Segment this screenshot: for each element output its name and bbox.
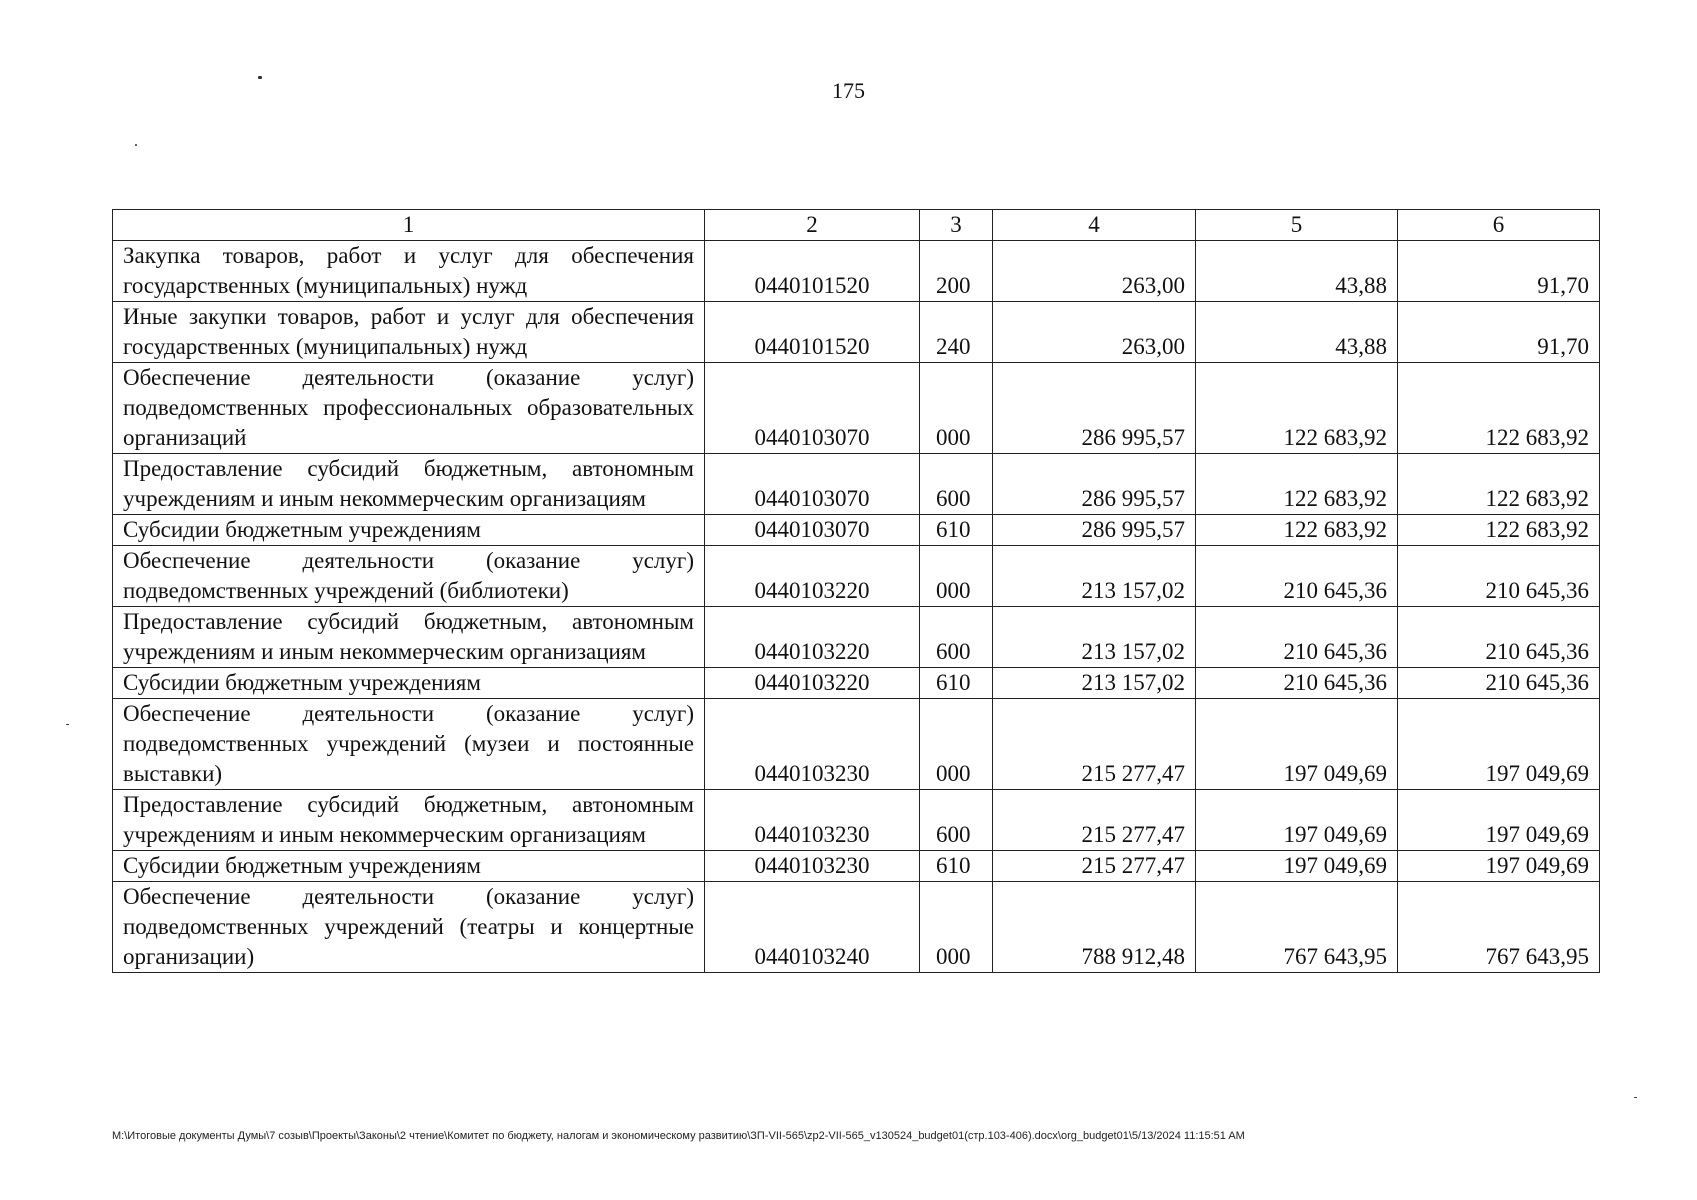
amount-col4-cell: 213 157,02 — [993, 607, 1196, 668]
file-path-footer: M:\Итоговые документы Думы\7 созыв\Проекты\Законы\2 чтение\Комитет по бюджету, налогам и экономическому развитию\ЗП-VII-565\zp2-VII-565_v130524_budget01(стр.103-406).docx\org_budget01\5/13/2024 11:15:51 AM — [112, 1130, 1245, 1142]
item-name-cell: Субсидии бюджетным учреждениям — [113, 851, 705, 882]
table-row — [113, 454, 1600, 515]
table-header-row — [113, 210, 1600, 241]
table-row — [113, 790, 1600, 851]
table-row — [113, 546, 1600, 607]
table-row — [113, 882, 1600, 973]
item-name-cell: Субсидии бюджетным учреждениям — [113, 515, 705, 546]
amount-col5-cell: 197 049,69 — [1196, 790, 1398, 851]
header-cell: 1 — [113, 210, 705, 241]
expense-type-cell: 000 — [920, 882, 993, 973]
page-number: 175 — [832, 78, 865, 103]
target-code-cell: 0440103070 — [705, 515, 920, 546]
amount-col6-cell: 91,70 — [1398, 302, 1600, 363]
item-name-cell: Обеспечение деятельности (оказание услуг) подведомственных учреждений (библиотеки) — [113, 546, 705, 607]
amount-col4-cell: 215 277,47 — [993, 790, 1196, 851]
expense-type-cell: 240 — [920, 302, 993, 363]
amount-col5-cell: 210 645,36 — [1196, 668, 1398, 699]
amount-col6-cell: 197 049,69 — [1398, 851, 1600, 882]
scan-speck — [1634, 1097, 1637, 1098]
target-code-cell: 0440101520 — [705, 241, 920, 302]
header-cell: 5 — [1196, 210, 1398, 241]
amount-col6-cell: 197 049,69 — [1398, 790, 1600, 851]
expense-type-cell: 000 — [920, 363, 993, 454]
amount-col4-cell: 215 277,47 — [993, 699, 1196, 790]
target-code-cell: 0440103240 — [705, 882, 920, 973]
amount-col5-cell: 43,88 — [1196, 241, 1398, 302]
table-row — [113, 302, 1600, 363]
amount-col5-cell: 122 683,92 — [1196, 515, 1398, 546]
table-row — [113, 363, 1600, 454]
expense-type-cell: 600 — [920, 607, 993, 668]
table-row — [113, 241, 1600, 302]
target-code-cell: 0440103220 — [705, 668, 920, 699]
scan-speck — [258, 76, 262, 79]
item-name-cell: Предоставление субсидий бюджетным, автономным учреждениям и иным некоммерческим организациям — [113, 454, 705, 515]
amount-col6-cell: 122 683,92 — [1398, 363, 1600, 454]
amount-col5-cell: 197 049,69 — [1196, 851, 1398, 882]
amount-col4-cell: 286 995,57 — [993, 515, 1196, 546]
amount-col5-cell: 122 683,92 — [1196, 363, 1398, 454]
target-code-cell: 0440103220 — [705, 546, 920, 607]
item-name-cell: Субсидии бюджетным учреждениям — [113, 668, 705, 699]
table-row — [113, 851, 1600, 882]
budget-table — [112, 209, 1600, 973]
expense-type-cell: 600 — [920, 790, 993, 851]
item-name-cell: Иные закупки товаров, работ и услуг для обеспечения государственных (муниципальных) нужд — [113, 302, 705, 363]
target-code-cell: 0440103220 — [705, 607, 920, 668]
expense-type-cell: 000 — [920, 699, 993, 790]
item-name-cell: Закупка товаров, работ и услуг для обеспечения государственных (муниципальных) нужд — [113, 241, 705, 302]
expense-type-cell: 610 — [920, 515, 993, 546]
item-name-cell: Обеспечение деятельности (оказание услуг) подведомственных учреждений (театры и концертные организации) — [113, 882, 705, 973]
amount-col5-cell: 43,88 — [1196, 302, 1398, 363]
target-code-cell: 0440103230 — [705, 851, 920, 882]
amount-col5-cell: 122 683,92 — [1196, 454, 1398, 515]
amount-col4-cell: 788 912,48 — [993, 882, 1196, 973]
amount-col6-cell: 91,70 — [1398, 241, 1600, 302]
target-code-cell: 0440101520 — [705, 302, 920, 363]
item-name-cell: Обеспечение деятельности (оказание услуг) подведомственных учреждений (музеи и постоянные выставки) — [113, 699, 705, 790]
amount-col5-cell: 767 643,95 — [1196, 882, 1398, 973]
item-name-cell: Предоставление субсидий бюджетным, автономным учреждениям и иным некоммерческим организациям — [113, 790, 705, 851]
amount-col4-cell: 213 157,02 — [993, 668, 1196, 699]
amount-col4-cell: 213 157,02 — [993, 546, 1196, 607]
expense-type-cell: 200 — [920, 241, 993, 302]
table-row — [113, 607, 1600, 668]
target-code-cell: 0440103070 — [705, 363, 920, 454]
amount-col6-cell: 210 645,36 — [1398, 668, 1600, 699]
amount-col6-cell: 210 645,36 — [1398, 546, 1600, 607]
header-cell: 6 — [1398, 210, 1600, 241]
table-row — [113, 668, 1600, 699]
header-cell: 4 — [993, 210, 1196, 241]
scan-speck — [135, 144, 137, 146]
scan-speck — [66, 724, 69, 725]
target-code-cell: 0440103230 — [705, 699, 920, 790]
header-cell: 3 — [920, 210, 993, 241]
amount-col5-cell: 197 049,69 — [1196, 699, 1398, 790]
amount-col4-cell: 286 995,57 — [993, 454, 1196, 515]
item-name-cell: Предоставление субсидий бюджетным, автономным учреждениям и иным некоммерческим организациям — [113, 607, 705, 668]
amount-col6-cell: 122 683,92 — [1398, 454, 1600, 515]
item-name-cell: Обеспечение деятельности (оказание услуг) подведомственных профессиональных образовательных организаций — [113, 363, 705, 454]
amount-col6-cell: 210 645,36 — [1398, 607, 1600, 668]
expense-type-cell: 610 — [920, 668, 993, 699]
expense-type-cell: 600 — [920, 454, 993, 515]
amount-col5-cell: 210 645,36 — [1196, 546, 1398, 607]
amount-col4-cell: 215 277,47 — [993, 851, 1196, 882]
amount-col4-cell: 263,00 — [993, 302, 1196, 363]
amount-col6-cell: 767 643,95 — [1398, 882, 1600, 973]
amount-col5-cell: 210 645,36 — [1196, 607, 1398, 668]
expense-type-cell: 000 — [920, 546, 993, 607]
amount-col4-cell: 286 995,57 — [993, 363, 1196, 454]
expense-type-cell: 610 — [920, 851, 993, 882]
target-code-cell: 0440103230 — [705, 790, 920, 851]
target-code-cell: 0440103070 — [705, 454, 920, 515]
amount-col6-cell: 197 049,69 — [1398, 699, 1600, 790]
table-row — [113, 699, 1600, 790]
header-cell: 2 — [705, 210, 920, 241]
amount-col4-cell: 263,00 — [993, 241, 1196, 302]
amount-col6-cell: 122 683,92 — [1398, 515, 1600, 546]
table-row — [113, 515, 1600, 546]
